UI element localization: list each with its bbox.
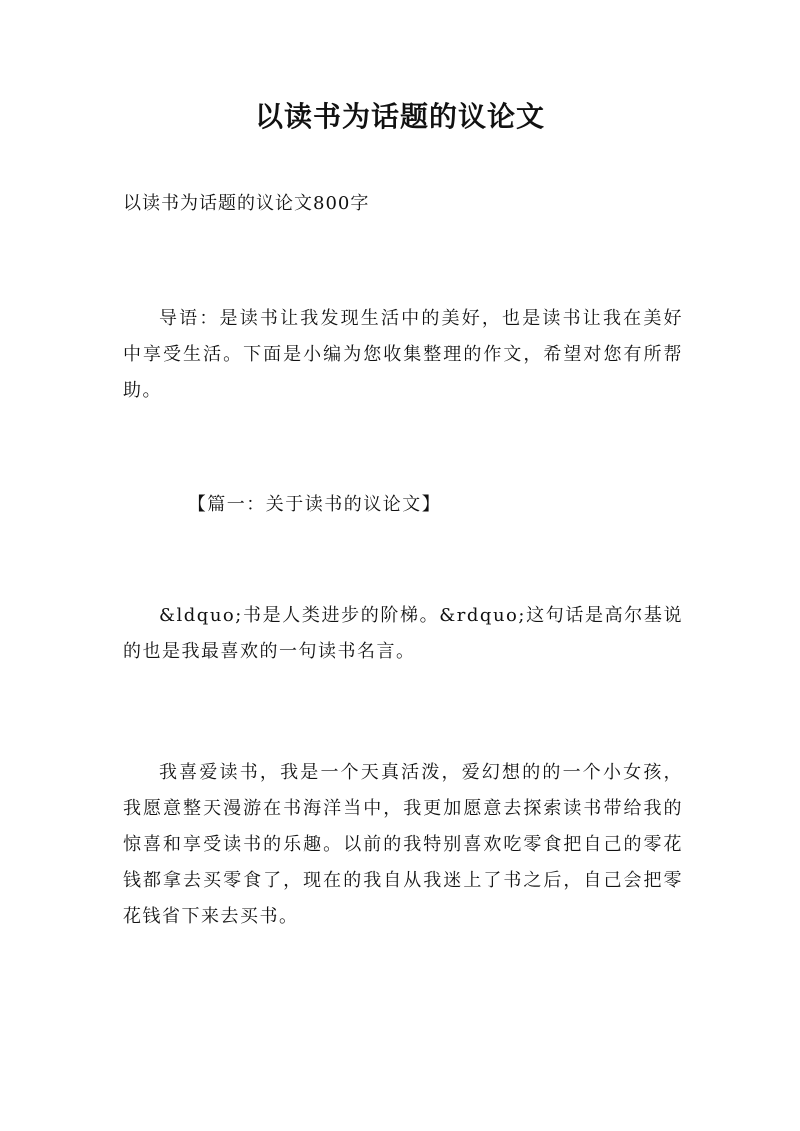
document-title: 以读书为话题的议论文 [254, 100, 545, 133]
document-subtitle: 以读书为话题的议论文800字 [123, 193, 370, 214]
intro-paragraph: 导语：是读书让我发现生活中的美好，也是读书让我在美好中享受生活。下面是小编为您收集整理的作文，希望对您有所帮助。 [123, 308, 683, 401]
quote-paragraph: &ldquo;书是人类进步的阶梯。&rdquo;这句话是高尔基说的也是我最喜欢的一句读书名言。 [123, 605, 683, 662]
body-paragraph: 我喜爱读书，我是一个天真活泼，爱幻想的的一个小女孩，我愿意整天漫游在书海洋当中，我更加愿意去探索读书带给我的惊喜和享受读书的乐趣。以前的我特别喜欢吃零食把自己的零花钱都拿去买零食了，现在的我自从我迷上了书之后，自己会把零花钱省下来去买书。 [123, 762, 683, 927]
section-heading: 【篇一：关于读书的议论文】 [187, 494, 442, 515]
